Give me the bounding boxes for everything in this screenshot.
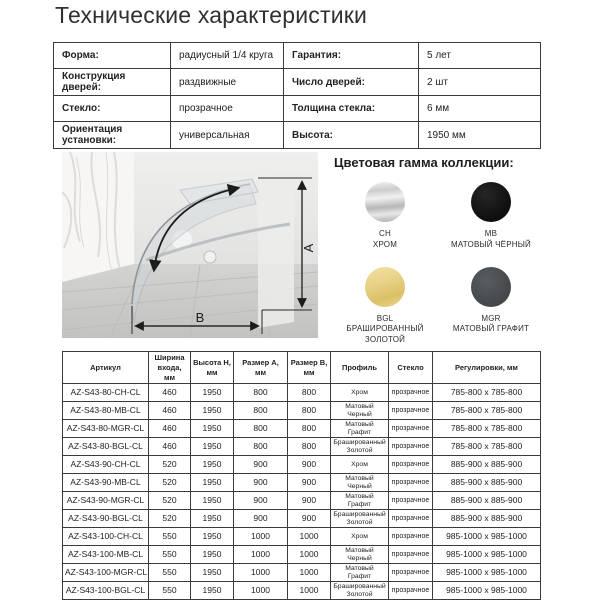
column-header: Регулировки, мм [433,352,541,384]
table-cell: 800 [234,402,288,420]
table-row [63,492,541,510]
spec-label: Гарантия: [284,43,419,69]
spec-label: Высота: [284,122,419,149]
color-swatch-bgl [332,267,438,346]
table-cell: 900 [234,492,288,510]
column-header: Профиль [331,352,389,384]
table-cell: 550 [149,546,191,564]
table-cell: Хром [331,384,389,402]
table-cell: Матовый Черный [331,402,389,420]
table-cell: 460 [149,438,191,456]
table-cell: 1000 [288,528,331,546]
table-cell: Матовый Черный [331,546,389,564]
spec-label: Число дверей: [284,69,419,96]
table-cell: 785-800 x 785-800 [433,438,541,456]
table-cell: AZ-S43-100-MB-CL [63,546,149,564]
table-cell: 1950 [191,402,234,420]
products-header-row [63,352,541,384]
table-cell: 785-800 x 785-800 [433,402,541,420]
table-row [63,582,541,600]
color-code: CH [379,229,391,238]
table-cell: Хром [331,456,389,474]
table-cell: AZ-S43-100-BGL-CL [63,582,149,600]
table-cell: 1000 [234,582,288,600]
table-cell: 550 [149,528,191,546]
table-cell: AZ-S43-100-CH-CL [63,528,149,546]
table-row [63,564,541,582]
table-cell: 800 [288,420,331,438]
table-cell: 885-900 x 885-900 [433,492,541,510]
table-cell: 1000 [234,546,288,564]
table-cell: AZ-S43-100-MGR-CL [63,564,149,582]
spec-value: 1950 мм [419,122,541,149]
color-swatch-mgr [438,267,544,346]
table-row [63,438,541,456]
table-cell: Брашированный Золотой [331,582,389,600]
table-cell: 885-900 x 885-900 [433,474,541,492]
table-cell: 550 [149,564,191,582]
color-code: BGL [376,313,394,323]
color-name: БРАШИРОВАННЫЙ ЗОЛОТОЙ [346,324,424,345]
spec-label: Ориентация установки: [54,122,171,149]
color-name: МАТОВЫЙ ЧЁРНЫЙ [451,239,531,249]
spec-row [54,96,541,122]
table-cell: 1950 [191,492,234,510]
table-cell: 1000 [234,564,288,582]
table-cell: 900 [288,492,331,510]
table-cell: прозрачное [389,474,433,492]
table-cell: прозрачное [389,510,433,528]
table-cell: AZ-S43-90-MB-CL [63,474,149,492]
spec-value: радиусный 1/4 круга [171,43,284,69]
spec-label: Толщина стекла: [284,96,419,122]
table-cell: 800 [234,420,288,438]
table-cell: 1000 [288,564,331,582]
table-cell: 985-1000 x 985-1000 [433,528,541,546]
table-cell: 900 [288,474,331,492]
table-cell: AZ-S43-80-BGL-CL [63,438,149,456]
table-cell: 985-1000 x 985-1000 [433,546,541,564]
table-cell: 520 [149,492,191,510]
table-cell: 460 [149,420,191,438]
table-cell: Брашированный Золотой [331,438,389,456]
table-cell: 520 [149,510,191,528]
column-header: Артикул [63,352,149,384]
spec-label: Конструкция дверей: [54,69,171,96]
table-cell: Хром [331,528,389,546]
color-gamma-section [332,155,544,346]
color-swatch-grid [332,182,544,346]
table-cell: прозрачное [389,564,433,582]
table-row [63,402,541,420]
table-cell: Матовый Черный [331,474,389,492]
table-cell: AZ-S43-80-MB-CL [63,402,149,420]
column-header: Размер A, мм [234,352,288,384]
table-cell: прозрачное [389,546,433,564]
spec-value: 5 лет [419,43,541,69]
table-cell: 1950 [191,528,234,546]
table-cell: 520 [149,474,191,492]
table-row [63,456,541,474]
color-swatch-circle [365,267,405,307]
color-swatch-circle [471,182,511,222]
table-cell: 1950 [191,564,234,582]
table-cell: 460 [149,384,191,402]
spec-value: раздвижные [171,69,284,96]
dimension-b-label: B [195,310,205,325]
table-row [63,474,541,492]
table-cell: 800 [234,438,288,456]
spec-label: Стекло: [54,96,171,122]
table-cell: Матовый Графит [331,492,389,510]
table-cell: 800 [288,438,331,456]
table-row [63,546,541,564]
color-swatch-mb [438,182,544,251]
table-row [63,384,541,402]
table-cell: AZ-S43-90-CH-CL [63,456,149,474]
table-cell: прозрачное [389,456,433,474]
table-cell: 785-800 x 785-800 [433,420,541,438]
table-cell: 1000 [234,528,288,546]
table-cell: 1950 [191,456,234,474]
page-title: Технические характеристики [55,2,368,28]
table-cell: 885-900 x 885-900 [433,456,541,474]
table-cell: прозрачное [389,402,433,420]
table-cell: прозрачное [389,384,433,402]
color-name: МАТОВЫЙ ГРАФИТ [452,324,530,334]
table-cell: AZ-S43-90-BGL-CL [63,510,149,528]
spec-row [54,69,541,96]
specs-table [53,42,541,149]
table-cell: 1950 [191,438,234,456]
table-cell: 460 [149,402,191,420]
shower-diagram-image [62,152,318,338]
color-code: MB [484,229,498,238]
table-cell: Брашированный Золотой [331,510,389,528]
table-cell: Матовый Графит [331,420,389,438]
table-cell: 900 [234,474,288,492]
table-row [63,528,541,546]
table-cell: 800 [234,384,288,402]
table-cell: 785-800 x 785-800 [433,384,541,402]
table-cell: прозрачное [389,420,433,438]
table-cell: прозрачное [389,492,433,510]
spec-value: универсальная [171,122,284,149]
spec-value: 6 мм [419,96,541,122]
color-swatch-ch [332,182,438,251]
table-cell: 885-900 x 885-900 [433,510,541,528]
spec-row [54,122,541,149]
spec-row [54,43,541,69]
spec-value: 2 шт [419,69,541,96]
dimension-a-label: A [301,243,316,253]
column-header: Высота H, мм [191,352,234,384]
product-diagram [62,152,318,338]
color-swatch-circle [471,267,511,307]
column-header: Размер B, мм [288,352,331,384]
table-cell: 985-1000 x 985-1000 [433,564,541,582]
table-cell: 900 [234,456,288,474]
table-cell: 1000 [288,546,331,564]
column-header: Стекло [389,352,433,384]
table-cell: 520 [149,456,191,474]
color-gamma-title: Цветовая гамма коллекции: [334,155,514,170]
table-cell: AZ-S43-80-MGR-CL [63,420,149,438]
color-swatch-circle [365,182,405,222]
table-cell: 550 [149,582,191,600]
table-cell: 1950 [191,546,234,564]
table-cell: прозрачное [389,528,433,546]
table-cell: 985-1000 x 985-1000 [433,582,541,600]
table-cell: 900 [288,456,331,474]
table-cell: 1950 [191,510,234,528]
table-cell: 900 [288,510,331,528]
table-cell: прозрачное [389,438,433,456]
color-name: ХРОМ [372,239,398,249]
table-cell: 1950 [191,582,234,600]
color-code: MGR [481,313,501,323]
table-row [63,420,541,438]
column-header: Ширина входа, мм [149,352,191,384]
table-cell: прозрачное [389,582,433,600]
table-cell: 800 [288,384,331,402]
table-cell: 1950 [191,420,234,438]
table-cell: 1950 [191,474,234,492]
spec-label: Форма: [54,43,171,69]
table-cell: AZ-S43-80-CH-CL [63,384,149,402]
table-cell: 900 [234,510,288,528]
table-cell: AZ-S43-90-MGR-CL [63,492,149,510]
table-cell: 1000 [288,582,331,600]
products-table [62,351,541,600]
table-cell: Матовый Графит [331,564,389,582]
table-row [63,510,541,528]
table-cell: 800 [288,402,331,420]
spec-value: прозрачное [171,96,284,122]
table-cell: 1950 [191,384,234,402]
